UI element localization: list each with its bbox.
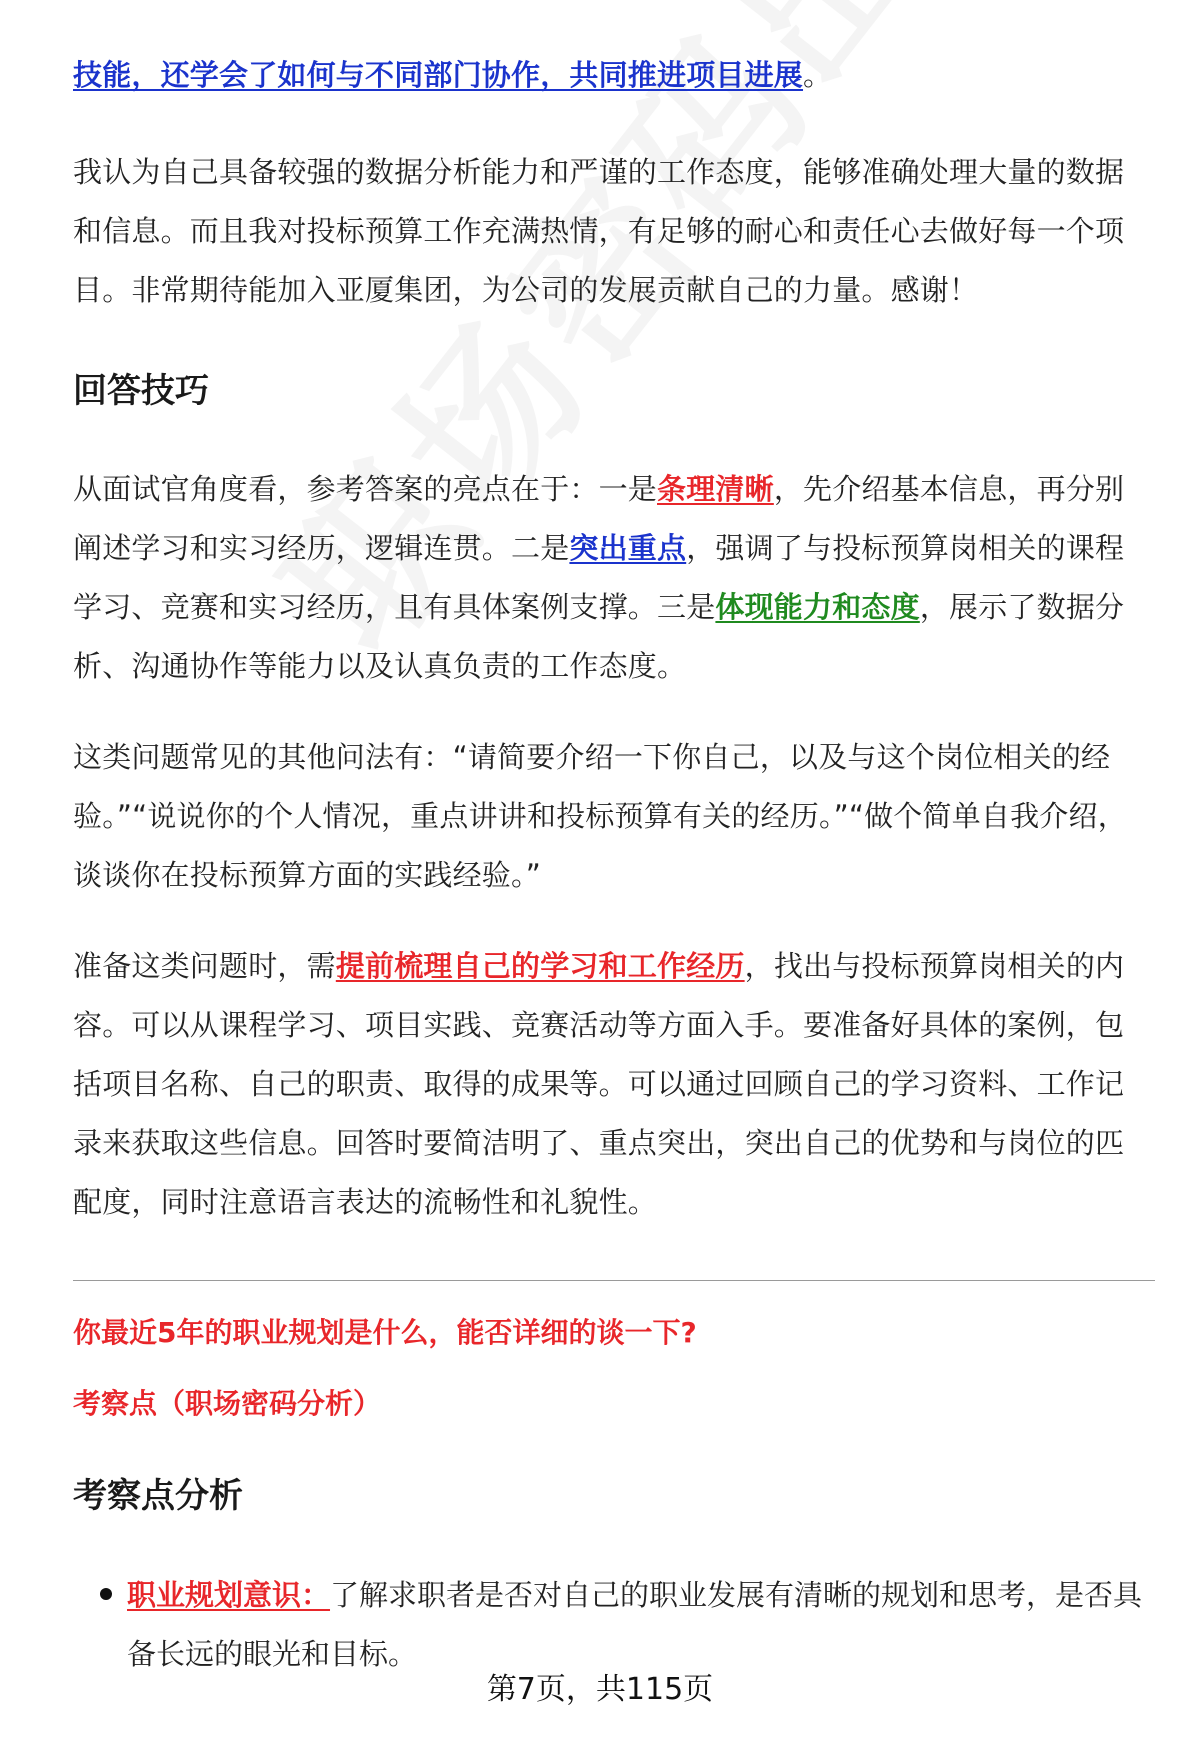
variants-paragraph: 这类问题常见的其他问法有：“请简要介绍一下你自己，以及与这个岗位相关的经验。”“说说你的个人情况，重点讲讲和投标预算有关的经历。”“做个简单自我介绍，谈谈你在投标预算方面的实践经验。”	[73, 740, 1127, 892]
tips-paragraph	[73, 460, 1151, 696]
tips-text-1: 从面试官角度看，参考答案的亮点在于：一是	[73, 472, 658, 506]
prepare-text-2: ，找出与投标预算岗相关的内容。可以从课程学习、项目实践、竞赛活动等方面入手。要准备好具体的案例，包括项目名称、自己的职责、取得的成果等。可以通过回顾自己的学习资料、工作记录来获取这些信息。回答时要简洁明了、重点突出，突出自己的优势和与岗位的匹配度，同时注意语言表达的流畅性和礼貌性。	[73, 949, 1125, 1219]
tips-text-4: ，展示了数据分析、沟通协作等能力以及认真负责的工作态度。	[73, 590, 1125, 683]
tips-text-2: ，先介绍基本信息，再分别阐述学习和实习经历，逻辑连贯。二是	[73, 472, 1125, 565]
section-divider	[73, 1280, 1155, 1281]
intro-tail: 。	[803, 58, 833, 92]
tips-highlight-1: 条理清晰	[657, 472, 774, 506]
tips-text-3: ，强调了与投标预算岗相关的课程学习、竞赛和实习经历，且有具体案例支撑。三是	[73, 531, 1125, 624]
prepare-text-1: 准备这类问题时，需	[73, 949, 336, 983]
bullet-icon	[100, 1588, 112, 1600]
bullet-label: 职业规划意识：	[127, 1578, 331, 1612]
intro-line	[73, 46, 1151, 105]
bullet-body: 了解求职者是否对自己的职业发展有清晰的规划和思考，是否具备长远的眼光和目标。	[127, 1578, 1143, 1671]
assessment-label: 考察点（职场密码分析）	[73, 1387, 382, 1420]
intro-highlight: 技能，还学会了如何与不同部门协作，共同推进项目进展	[73, 58, 804, 92]
tips-highlight-3: 体现能力和态度	[715, 590, 920, 624]
tips-highlight-2: 突出重点	[569, 531, 687, 565]
prepare-paragraph	[73, 937, 1151, 1232]
prepare-highlight: 提前梳理自己的学习和工作经历	[335, 949, 745, 983]
bullet-text	[127, 1566, 1152, 1684]
question-title: 你最近5年的职业规划是什么，能否详细的谈一下?	[73, 1316, 697, 1349]
section-heading-tips: 回答技巧	[73, 371, 209, 411]
self-evaluation-paragraph: 我认为自己具备较强的数据分析能力和严谨的工作态度，能够准确处理大量的数据和信息。而且我对投标预算工作充满热情，有足够的耐心和责任心去做好每一个项目。非常期待能加入亚厦集团，为公司的发展贡献自己的力量。感谢！	[73, 155, 1125, 307]
page-number: 第7页，共115页	[486, 1672, 714, 1707]
section-heading-analysis: 考察点分析	[73, 1476, 243, 1516]
